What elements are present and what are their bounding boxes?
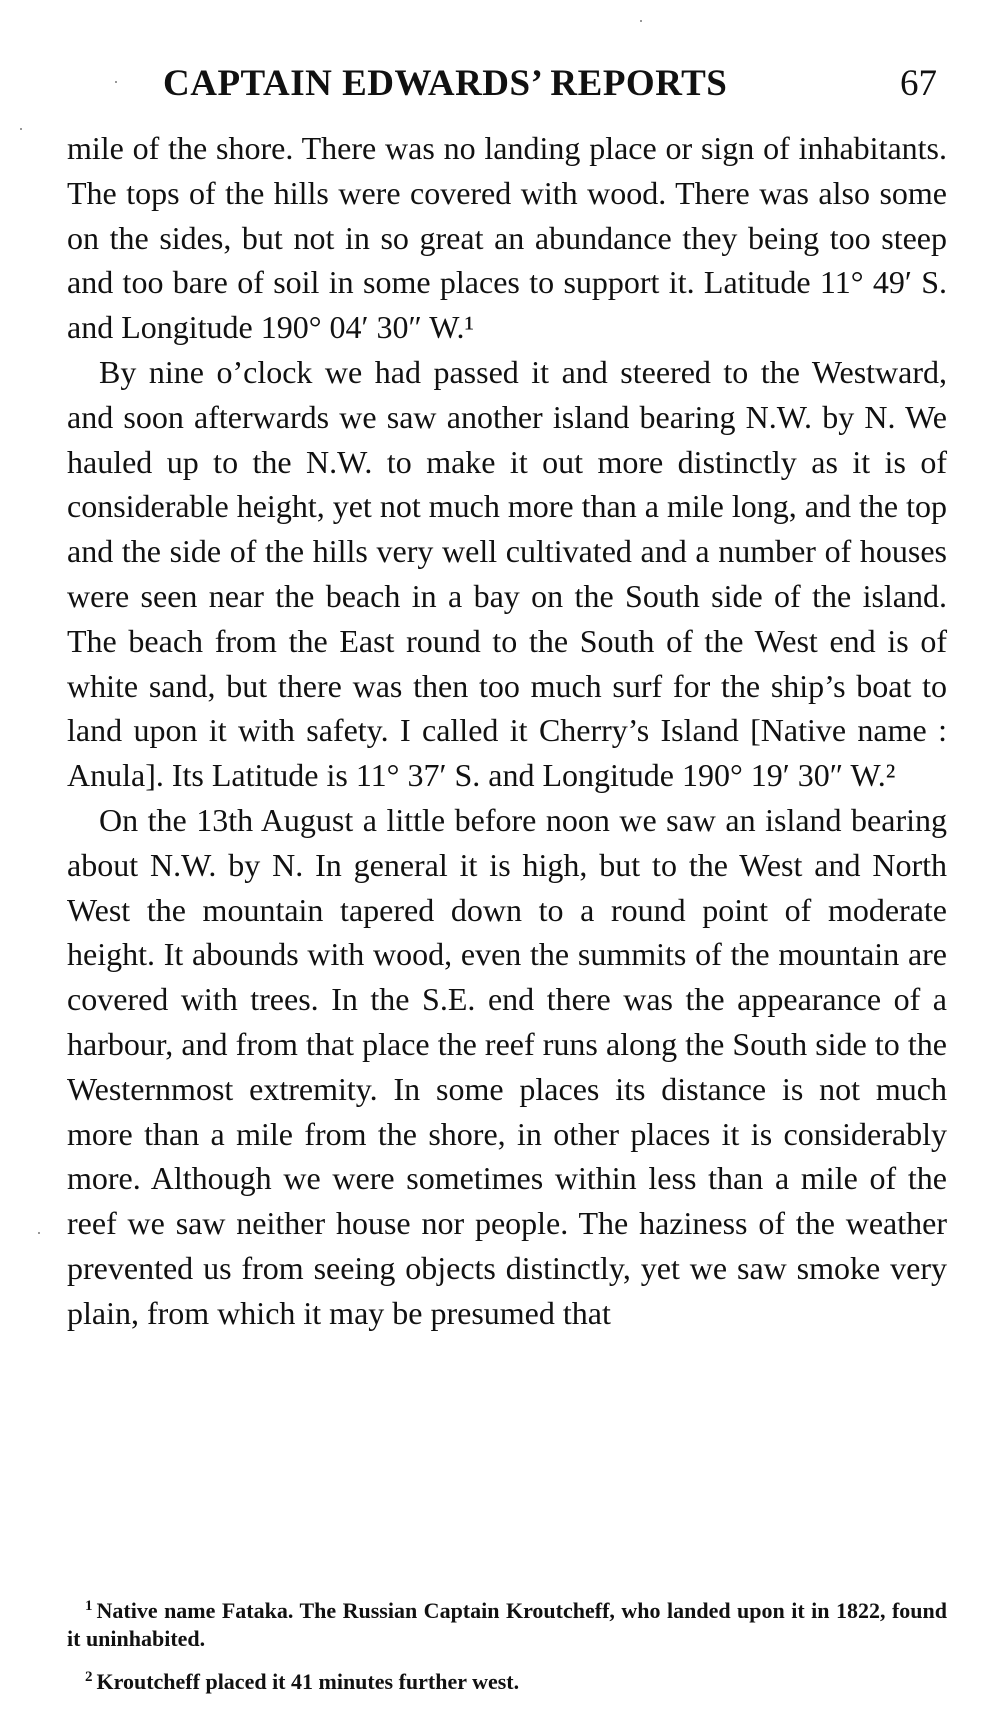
running-head: CAPTAIN EDWARDS’ REPORTS: [163, 63, 728, 104]
paragraph-cherrys-island: By nine o’clock we had passed it and steered to the Westward, and soon afterwards we saw another island bearing N.W. by N. We hauled up to the N.W. to make it out more distinctly as it is of considerable height, yet not much more than a mile long, and the top and the side of the hills very well cultivated and a number of houses were seen near the beach in a bay on the South side of the island. The beach from the East round to the South of the West end is of white sand, but there was then too much surf for the ship’s boat to land upon it with safety. I called it Cherry’s Island [Native name : Anula]. Its Latitude is 11° 37′ S. and Longitude 190° 19′ 30″ W.²: [67, 353, 947, 794]
page-header: [163, 60, 943, 108]
footnotes: [67, 1592, 947, 1706]
paper-speck: [20, 128, 22, 130]
footnote-text: Kroutcheff placed it 41 minutes further west.: [96, 1669, 520, 1694]
body-text: [67, 126, 947, 1336]
footnote-marker: 2: [85, 1669, 93, 1685]
paper-speck: [640, 20, 642, 22]
paragraph-continued: mile of the shore. There was no landing place or sign of inhabitants. The tops of the hills were covered with wood. There was also some on the sides, but not in so great an abundance they being too steep and too bare of soil in some places to support it. Latitude 11° 49′ S. and Longitude 190° 04′ 30″ W.¹: [67, 130, 947, 346]
paragraph-august-13: On the 13th August a little before noon we saw an island bearing about N.W. by N. In general it is high, but to the West and North West the mountain tapered down to a round point of moderate height. It abounds with wood, even the summits of the mountain are covered with trees. In the S.E. end there was the appearance of a harbour, and from that place the reef runs along the South side to the Westernmost extremity. In some places its distance is not much more than a mile from the shore, in other places it is considerably more. Although we were sometimes within less than a mile of the reef we saw neither house nor people. The haziness of the weather prevented us from seeing objects distinctly, yet we saw smoke very plain, from which it may be presumed that: [67, 801, 947, 1331]
paper-speck: [115, 81, 117, 83]
footnote-2: [67, 1663, 947, 1696]
page-number: 67: [900, 63, 937, 104]
footnote-1: [67, 1592, 947, 1653]
paper-speck: [38, 1232, 40, 1234]
footnote-marker: 1: [85, 1598, 93, 1614]
footnote-text: Native name Fataka. The Russian Captain Kroutcheff, who landed upon it in 1822, found it uninhabited.: [67, 1598, 947, 1651]
